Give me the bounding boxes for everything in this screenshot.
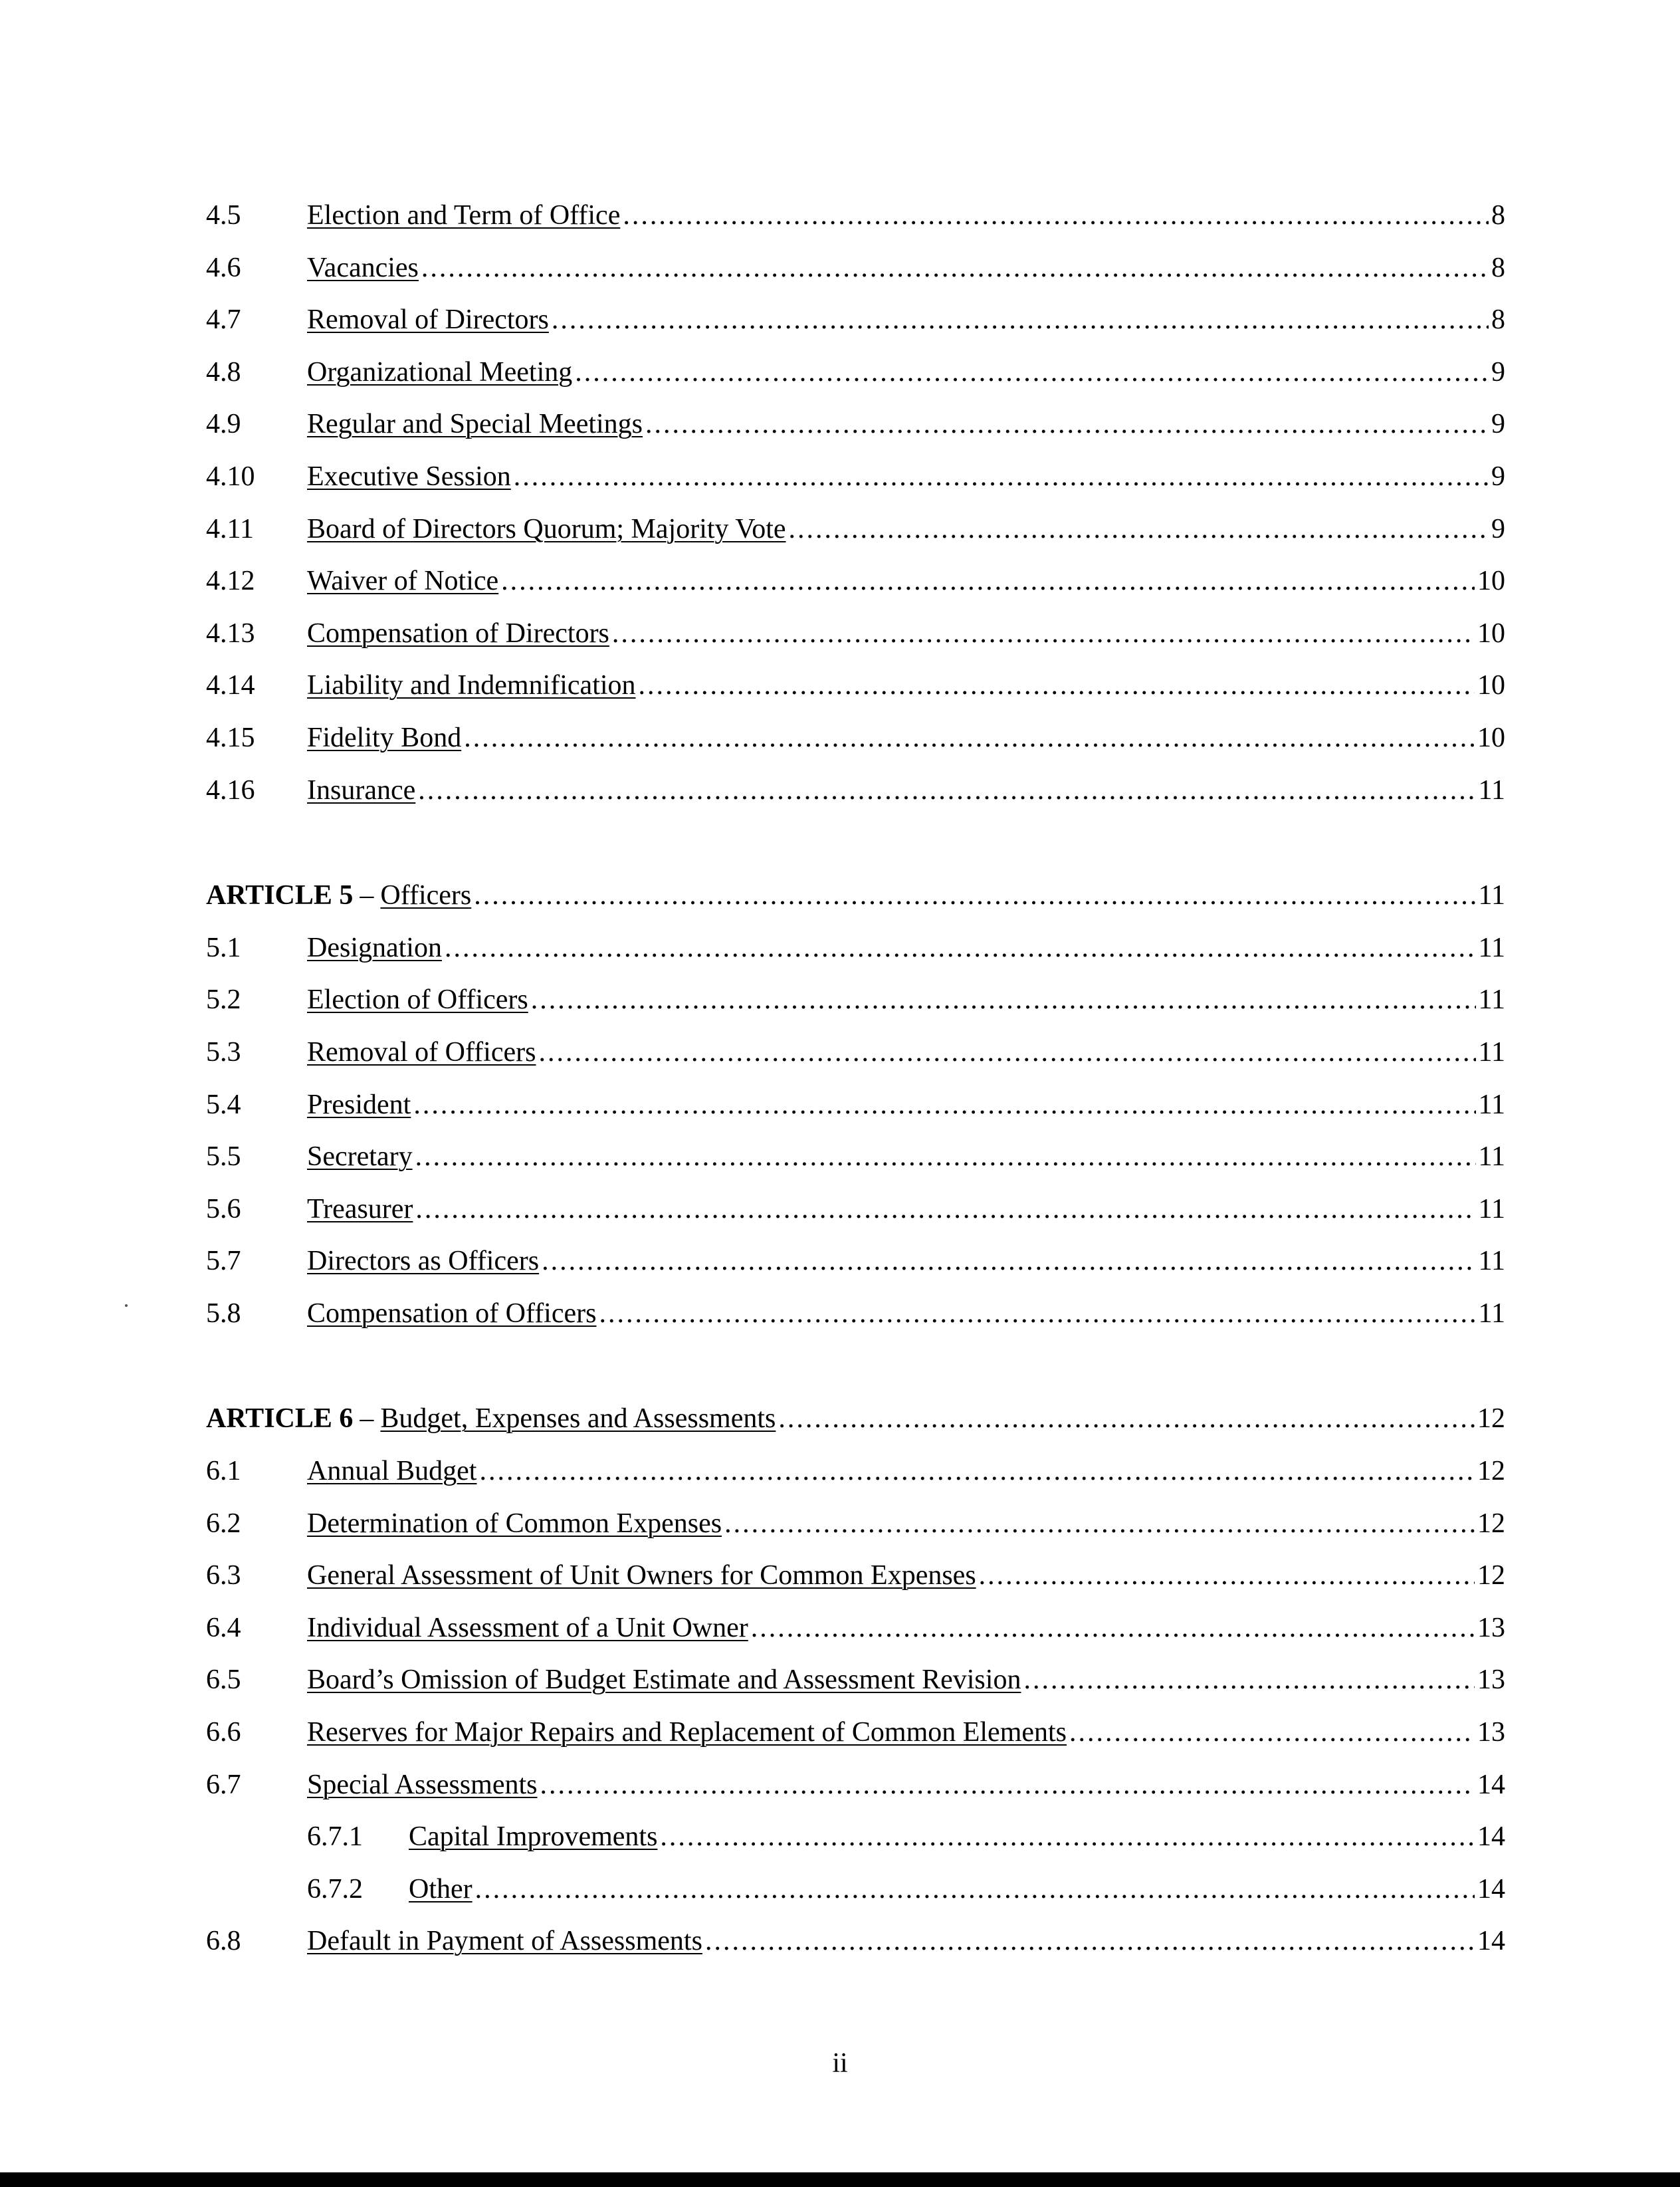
toc-article-5[interactable] xyxy=(206,869,1505,922)
dot-leader xyxy=(415,1131,1476,1183)
dot-leader xyxy=(599,1288,1475,1340)
toc-entry-5-7[interactable] xyxy=(206,1235,1505,1288)
toc-entry-5-4[interactable] xyxy=(206,1079,1505,1131)
toc-entry-4-9[interactable] xyxy=(206,398,1505,451)
page-number: 10 xyxy=(1477,566,1505,597)
section-number: 6.4 xyxy=(206,1612,241,1643)
dot-leader xyxy=(1069,1706,1475,1759)
section-number: 4.5 xyxy=(206,200,241,231)
dot-leader xyxy=(751,1602,1475,1655)
section-number: 6.5 xyxy=(206,1665,241,1696)
page-number: 9 xyxy=(1491,356,1505,388)
dot-leader xyxy=(475,1863,1475,1916)
section-title[interactable]: Treasurer xyxy=(307,1193,413,1224)
section-number: 5.2 xyxy=(206,984,241,1016)
toc-entry-4-13[interactable] xyxy=(206,608,1505,660)
article-dash: – xyxy=(360,1403,374,1435)
toc-entry-6-6[interactable] xyxy=(206,1706,1505,1759)
section-number: 5.1 xyxy=(206,932,241,963)
section-number: 4.10 xyxy=(206,461,255,492)
page-number: 13 xyxy=(1477,1612,1505,1643)
page-number: 9 xyxy=(1491,513,1505,544)
section-title[interactable]: Default in Payment of Assessments xyxy=(307,1926,702,1957)
page-number: 11 xyxy=(1478,1193,1505,1224)
section-title[interactable]: Liability and Indemnification xyxy=(307,670,636,701)
page-number: 9 xyxy=(1491,461,1505,492)
toc-entry-4-6[interactable] xyxy=(206,242,1505,294)
subsection-number: 6.7.1 xyxy=(307,1821,363,1853)
dot-leader xyxy=(413,1079,1475,1131)
section-gap xyxy=(206,1339,1505,1393)
section-number: 5.4 xyxy=(206,1089,241,1120)
page-number: 14 xyxy=(1477,1769,1505,1800)
toc-entry-5-8[interactable] xyxy=(206,1288,1505,1340)
section-number: 5.5 xyxy=(206,1141,241,1173)
dot-leader xyxy=(540,1759,1475,1811)
toc-entry-6-7-2[interactable] xyxy=(206,1863,1505,1916)
dot-leader xyxy=(538,1026,1475,1079)
toc-entry-4-5[interactable] xyxy=(206,189,1505,242)
section-title[interactable]: Compensation of Officers xyxy=(307,1298,597,1329)
page-number: 11 xyxy=(1478,1246,1505,1277)
section-title[interactable]: Vacancies xyxy=(307,252,419,283)
page-number: 14 xyxy=(1477,1926,1505,1957)
page-number: 10 xyxy=(1477,670,1505,701)
section-number: 6.1 xyxy=(206,1456,241,1487)
toc-entry-5-1[interactable] xyxy=(206,922,1505,975)
page-number: 14 xyxy=(1477,1821,1505,1853)
article-label: ARTICLE 6 xyxy=(206,1403,354,1435)
toc-entry-6-3[interactable] xyxy=(206,1550,1505,1602)
dot-leader xyxy=(418,764,1475,817)
dot-leader xyxy=(542,1235,1475,1288)
toc-entry-6-7[interactable] xyxy=(206,1759,1505,1811)
section-title[interactable]: Executive Session xyxy=(307,461,511,492)
toc-entry-4-15[interactable] xyxy=(206,712,1505,764)
section-title[interactable]: Waiver of Notice xyxy=(307,566,499,597)
page-number: 11 xyxy=(1478,1141,1505,1173)
section-title[interactable]: Annual Budget xyxy=(307,1456,477,1487)
section-title[interactable]: Organizational Meeting xyxy=(307,356,573,388)
toc-entry-6-8[interactable] xyxy=(206,1915,1505,1968)
section-number: 4.13 xyxy=(206,618,255,649)
page-number: 11 xyxy=(1478,984,1505,1016)
toc-entry-5-6[interactable] xyxy=(206,1183,1505,1236)
toc-entry-6-4[interactable] xyxy=(206,1602,1505,1655)
section-number: 5.7 xyxy=(206,1246,241,1277)
section-title[interactable]: Secretary xyxy=(307,1141,413,1173)
toc-entry-6-7-1[interactable] xyxy=(206,1811,1505,1863)
toc-entry-5-5[interactable] xyxy=(206,1131,1505,1183)
dot-leader xyxy=(660,1811,1475,1863)
toc-entry-6-5[interactable] xyxy=(206,1654,1505,1706)
dot-leader xyxy=(479,1445,1475,1498)
section-number: 6.6 xyxy=(206,1717,241,1748)
section-number: 6.8 xyxy=(206,1926,241,1957)
section-title[interactable]: Designation xyxy=(307,932,442,963)
page-number: 12 xyxy=(1477,1403,1505,1435)
scan-bottom-edge xyxy=(0,2172,1680,2187)
dot-leader xyxy=(979,1550,1475,1602)
page-number: 8 xyxy=(1491,200,1505,231)
toc-entry-6-1[interactable] xyxy=(206,1445,1505,1498)
dot-leader xyxy=(445,922,1476,975)
section-gap xyxy=(206,816,1505,869)
section-number: 6.2 xyxy=(206,1508,241,1539)
table-of-contents xyxy=(206,189,1505,1968)
page-number: 11 xyxy=(1478,1036,1505,1068)
section-number: 4.9 xyxy=(206,409,241,440)
section-title[interactable]: Board’s Omission of Budget Estimate and Assessment Revision xyxy=(307,1665,1021,1696)
section-title[interactable]: Board of Directors Quorum; Majority Vote xyxy=(307,513,786,544)
subsection-number: 6.7.2 xyxy=(307,1873,363,1904)
dot-leader xyxy=(552,294,1489,346)
section-title[interactable]: General Assessment of Unit Owners for Common Expenses xyxy=(307,1560,976,1591)
scan-speck xyxy=(125,1304,128,1307)
dot-leader xyxy=(464,712,1475,764)
section-number: 5.6 xyxy=(206,1193,241,1224)
toc-entry-4-7[interactable] xyxy=(206,294,1505,346)
page-number: 11 xyxy=(1478,880,1505,911)
section-title[interactable]: Regular and Special Meetings xyxy=(307,409,643,440)
toc-entry-4-16[interactable] xyxy=(206,764,1505,817)
toc-entry-4-8[interactable] xyxy=(206,346,1505,399)
section-number: 6.3 xyxy=(206,1560,241,1591)
dot-leader xyxy=(501,555,1475,608)
section-number: 4.6 xyxy=(206,252,241,283)
section-title[interactable]: Special Assessments xyxy=(307,1769,538,1800)
section-title[interactable]: Election of Officers xyxy=(307,984,528,1016)
dot-leader xyxy=(612,608,1475,660)
page-number: 8 xyxy=(1491,252,1505,283)
page-number: 10 xyxy=(1477,722,1505,753)
dot-leader xyxy=(514,451,1489,503)
article-title[interactable]: Budget, Expenses and Assessments xyxy=(380,1403,776,1435)
page-number: 12 xyxy=(1477,1456,1505,1487)
dot-leader xyxy=(724,1498,1475,1550)
dot-leader xyxy=(531,974,1476,1026)
subsection-title[interactable]: Capital Improvements xyxy=(409,1821,658,1853)
toc-entry-6-2[interactable] xyxy=(206,1498,1505,1550)
section-number: 4.7 xyxy=(206,304,241,336)
page-number: 13 xyxy=(1477,1717,1505,1748)
page-number: 12 xyxy=(1477,1560,1505,1591)
dot-leader xyxy=(639,659,1475,712)
subsection-title[interactable]: Other xyxy=(409,1873,472,1904)
section-number: 4.14 xyxy=(206,670,255,701)
section-title[interactable]: Reserves for Major Repairs and Replacement of Common Elements xyxy=(307,1717,1067,1748)
page-number: 11 xyxy=(1478,1089,1505,1120)
toc-entry-4-11[interactable] xyxy=(206,503,1505,556)
page-number: 9 xyxy=(1491,409,1505,440)
section-title[interactable]: Removal of Officers xyxy=(307,1036,536,1068)
dot-leader xyxy=(645,398,1489,451)
toc-entry-5-2[interactable] xyxy=(206,974,1505,1026)
page-number: 14 xyxy=(1477,1873,1505,1904)
section-number: 4.16 xyxy=(206,774,255,806)
page-number: 13 xyxy=(1477,1665,1505,1696)
article-title[interactable]: Officers xyxy=(380,880,472,911)
section-number: 5.8 xyxy=(206,1298,241,1329)
toc-entry-4-10[interactable] xyxy=(206,451,1505,503)
article-label: ARTICLE 5 xyxy=(206,880,354,911)
section-number: 6.7 xyxy=(206,1769,241,1800)
footer-page-number: ii xyxy=(832,2048,848,2079)
section-title[interactable]: Election and Term of Office xyxy=(307,200,621,231)
page-number: 8 xyxy=(1491,304,1505,336)
section-number: 5.3 xyxy=(206,1036,241,1068)
toc-entry-4-12[interactable] xyxy=(206,555,1505,608)
dot-leader xyxy=(415,1183,1475,1236)
section-title[interactable]: Determination of Common Expenses xyxy=(307,1508,722,1539)
toc-entry-4-14[interactable] xyxy=(206,659,1505,712)
dot-leader xyxy=(778,1393,1475,1445)
page-number: 12 xyxy=(1477,1508,1505,1539)
page-number: 11 xyxy=(1478,1298,1505,1329)
section-title[interactable]: Directors as Officers xyxy=(307,1246,540,1277)
section-number: 4.15 xyxy=(206,722,255,753)
section-title[interactable]: Fidelity Bond xyxy=(307,722,462,753)
toc-entry-5-3[interactable] xyxy=(206,1026,1505,1079)
dot-leader xyxy=(1023,1654,1475,1706)
section-title[interactable]: President xyxy=(307,1089,411,1120)
toc-article-6[interactable] xyxy=(206,1393,1505,1445)
section-title[interactable]: Compensation of Directors xyxy=(307,618,609,649)
dot-leader xyxy=(789,503,1489,556)
dot-leader xyxy=(575,346,1489,399)
section-number: 4.11 xyxy=(206,513,254,544)
page-number: 11 xyxy=(1478,774,1505,806)
dot-leader xyxy=(705,1915,1475,1968)
dot-leader xyxy=(421,242,1489,294)
dot-leader xyxy=(623,189,1489,242)
dot-leader xyxy=(474,869,1475,922)
section-number: 4.8 xyxy=(206,356,241,388)
section-title[interactable]: Individual Assessment of a Unit Owner xyxy=(307,1612,748,1643)
page-number: 11 xyxy=(1478,932,1505,963)
section-title[interactable]: Insurance xyxy=(307,774,416,806)
section-number: 4.12 xyxy=(206,566,255,597)
section-title[interactable]: Removal of Directors xyxy=(307,304,549,336)
article-dash: – xyxy=(360,880,374,911)
page-number: 10 xyxy=(1477,618,1505,649)
